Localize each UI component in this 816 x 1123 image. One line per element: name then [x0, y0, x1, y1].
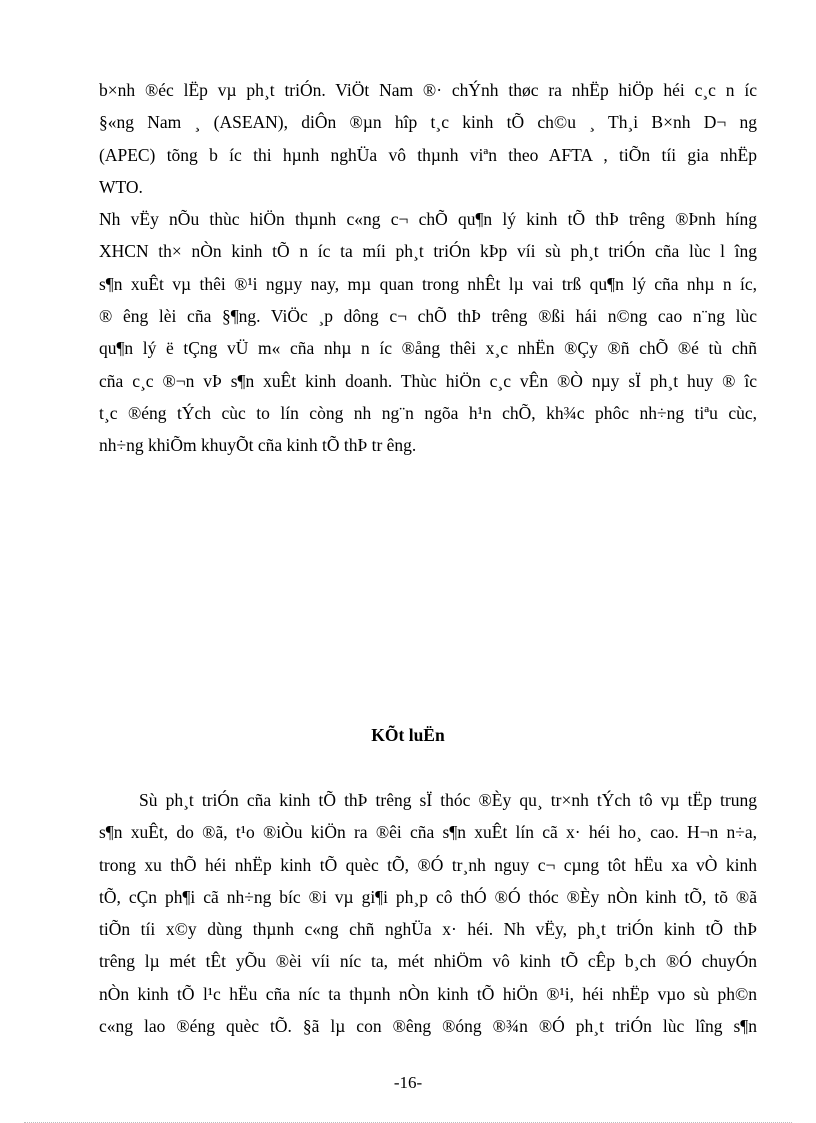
- text-line: Nh vËy nÕu thùc hiÖn thµnh c«ng c¬ chÕ qu¶n lý kinh tÕ thÞ trêng ®Þnh híng: [99, 209, 757, 230]
- text-line: trêng lµ mét tÊt yÕu ®èi víi níc ta, mét nhiÖm vô kinh tÕ cÊp b¸ch ®Ó chuyÓn: [99, 951, 757, 972]
- text-line: qu¶n lý ë tÇng vÜ m« cña nhµ n íc ®ång thêi x¸c nhËn ®Çy ®ñ chÕ ®é tù chñ: [99, 338, 757, 359]
- text-line: s¶n xuÊt vµ thêi ®¹i ngµy nay, mµ quan trong nhÊt lµ vai trß qu¶n lý cña nhµ n íc,: [99, 273, 757, 294]
- text-line: (APEC) tõng b íc thi hµnh nghÜa vô thµnh viªn theo AFTA , tiÕn tíi gia nhËp: [99, 144, 757, 165]
- text-line: b×nh ®éc lËp vµ ph¸t triÓn. ViÖt Nam ®· chÝnh thøc ra nhËp hiÖp héi c¸c n íc: [99, 80, 757, 100]
- text-line: §«ng Nam ¸ (ASEAN), diÔn ®µn hîp t¸c kinh tÕ ch©u ¸ Th¸i B×nh D¬ ng: [99, 112, 757, 133]
- text-line: t¸c ®éng tÝch cùc to lín còng nh ng¨n ngõa h¹n chÕ, kh¾c phôc nh÷ng tiªu cùc,: [99, 402, 757, 423]
- text-line: nh÷ng khiÕm khuyÕt cña kinh tÕ thÞ tr êng.: [99, 435, 417, 456]
- text-line: s¶n xuÊt, do ®ã, t¹o ®iÒu kiÖn ra ®êi cña s¶n xuÊt lín cã x· héi ho¸ cao. H¬n n÷a,: [99, 822, 757, 843]
- conclusion-heading: KÕt luËn: [371, 725, 445, 745]
- text-line: c«ng lao ®éng quèc tÕ. §ã lµ con ®êng ®óng ®¾n ®Ó ph¸t triÓn lùc lîng s¶n: [99, 1016, 757, 1037]
- text-line: tiÕn tíi x©y dùng thµnh c«ng chñ nghÜa x· héi. Nh vËy, ph¸t triÓn kinh tÕ thÞ: [99, 919, 757, 940]
- text-line: trong xu thÕ héi nhËp kinh tÕ quèc tÕ, ®Ó tr¸nh nguy c¬ cµng tôt hËu xa vÒ kinh: [99, 854, 757, 875]
- text-line: ® êng lèi cña §¶ng. ViÖc ¸p dông c¬ chÕ thÞ trêng ®ßi hái n©ng cao n¨ng lùc: [99, 306, 757, 327]
- page-number: -16-: [393, 1073, 423, 1092]
- text-line: tÕ, cÇn ph¶i cã nh÷ng bíc ®i vµ gi¶i ph¸p cô thÓ ®Ó thóc ®Èy nÒn kinh tÕ, tõ ®ã: [99, 886, 757, 907]
- paragraph-integration: [99, 74, 757, 203]
- text-line: XHCN th× nÒn kinh tÕ n íc ta míi ph¸t triÓn kÞp víi sù ph¸t triÓn cña lùc l îng: [99, 241, 757, 262]
- paragraph-market-mechanism: [99, 203, 757, 461]
- text-line: cña c¸c ®¬n vÞ s¶n xuÊt kinh doanh. Thùc hiÖn c¸c vÊn ®Ò nµy sÏ ph¸t huy ® îc: [99, 370, 757, 391]
- text-line: WTO.: [99, 176, 143, 197]
- conclusion-paragraph: [99, 784, 757, 1042]
- text-line: Sù ph¸t triÓn cña kinh tÕ thÞ trêng sÏ thóc ®Èy qu¸ tr×nh tÝch tô vµ tËp trung: [139, 790, 757, 810]
- text-line: nÒn kinh tÕ l¹c hËu cña níc ta thµnh nÒn kinh tÕ hiÖn ®¹i, héi nhËp vµo sù ph©n: [99, 983, 757, 1004]
- body-text-top: [99, 74, 757, 462]
